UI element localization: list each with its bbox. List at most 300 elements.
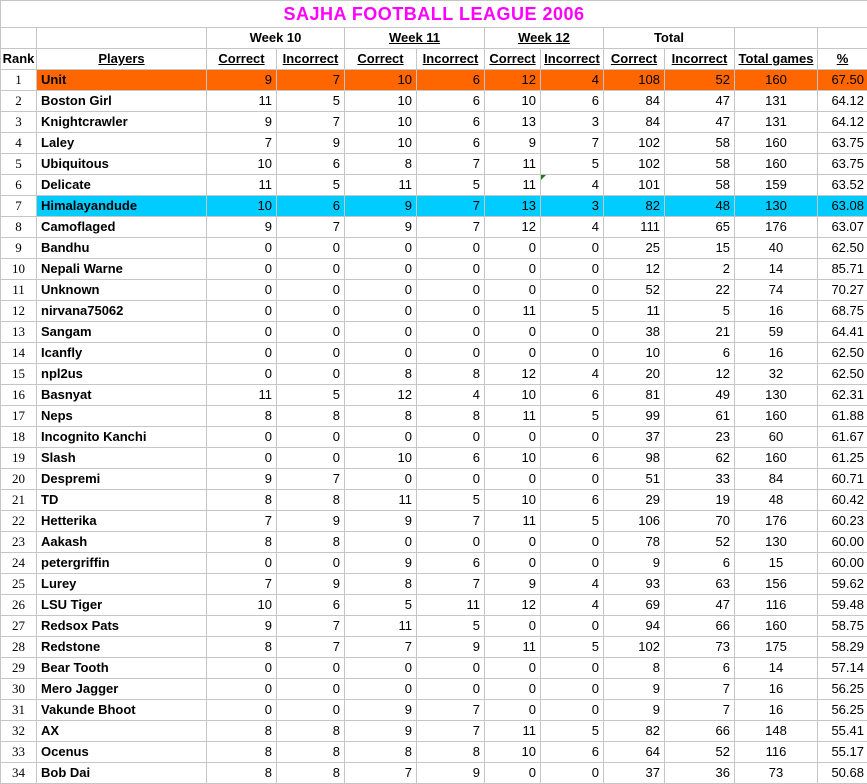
cell-week11-incorrect[interactable]: 8 <box>417 742 485 763</box>
cell-player[interactable]: Bear Tooth <box>37 658 207 679</box>
cell-percent[interactable]: 63.52 <box>818 175 867 196</box>
cell-week11-correct[interactable]: 8 <box>345 406 417 427</box>
cell-total-correct[interactable]: 82 <box>604 196 665 217</box>
cell-total-correct[interactable]: 29 <box>604 490 665 511</box>
cell-rank[interactable]: 14 <box>1 343 37 364</box>
cell-percent[interactable]: 64.41 <box>818 322 867 343</box>
cell-week11-incorrect[interactable]: 4 <box>417 385 485 406</box>
cell-total-games[interactable]: 60 <box>735 427 818 448</box>
cell-percent[interactable]: 63.75 <box>818 154 867 175</box>
cell-week10-correct[interactable]: 9 <box>207 217 277 238</box>
cell-week10-incorrect[interactable]: 8 <box>277 406 345 427</box>
cell-week10-correct[interactable]: 8 <box>207 742 277 763</box>
cell-week11-correct[interactable]: 0 <box>345 427 417 448</box>
cell-week11-correct[interactable]: 11 <box>345 490 417 511</box>
cell-player[interactable]: Hetterika <box>37 511 207 532</box>
cell-week11-correct[interactable]: 0 <box>345 322 417 343</box>
cell-total-games[interactable]: 130 <box>735 196 818 217</box>
cell-week12-correct[interactable]: 13 <box>485 112 541 133</box>
cell-week12-incorrect[interactable]: 4 <box>541 175 604 196</box>
cell-total-correct[interactable]: 82 <box>604 721 665 742</box>
cell-week12-incorrect[interactable]: 4 <box>541 364 604 385</box>
cell-player[interactable]: Redsox Pats <box>37 616 207 637</box>
cell-rank[interactable]: 19 <box>1 448 37 469</box>
cell-total-games[interactable]: 160 <box>735 133 818 154</box>
cell-week10-incorrect[interactable]: 8 <box>277 490 345 511</box>
cell-total-incorrect[interactable]: 58 <box>665 154 735 175</box>
cell-percent[interactable]: 58.75 <box>818 616 867 637</box>
cell-week11-correct[interactable]: 0 <box>345 238 417 259</box>
header-total-incorrect[interactable]: Incorrect <box>665 49 735 70</box>
cell-week10-correct[interactable]: 11 <box>207 385 277 406</box>
cell-week12-correct[interactable]: 9 <box>485 133 541 154</box>
cell-week11-correct[interactable]: 10 <box>345 133 417 154</box>
cell-percent[interactable]: 63.08 <box>818 196 867 217</box>
cell-total-correct[interactable]: 10 <box>604 343 665 364</box>
cell-week11-incorrect[interactable]: 6 <box>417 70 485 91</box>
cell-week11-correct[interactable]: 8 <box>345 574 417 595</box>
cell-week10-incorrect[interactable]: 9 <box>277 574 345 595</box>
cell-total-games[interactable]: 130 <box>735 532 818 553</box>
cell-week11-correct[interactable]: 0 <box>345 469 417 490</box>
cell-week11-incorrect[interactable]: 5 <box>417 490 485 511</box>
cell-total-games[interactable]: 116 <box>735 595 818 616</box>
cell-week11-incorrect[interactable]: 0 <box>417 322 485 343</box>
cell-week12-correct[interactable]: 11 <box>485 406 541 427</box>
cell-total-correct[interactable]: 98 <box>604 448 665 469</box>
cell-rank[interactable]: 2 <box>1 91 37 112</box>
cell-total-incorrect[interactable]: 21 <box>665 322 735 343</box>
cell-week11-incorrect[interactable]: 6 <box>417 112 485 133</box>
cell-rank[interactable]: 25 <box>1 574 37 595</box>
cell-rank[interactable]: 10 <box>1 259 37 280</box>
cell-percent[interactable]: 62.50 <box>818 238 867 259</box>
cell-percent[interactable]: 62.31 <box>818 385 867 406</box>
cell-total-games[interactable]: 14 <box>735 658 818 679</box>
cell-percent[interactable]: 55.41 <box>818 721 867 742</box>
cell-week11-correct[interactable]: 10 <box>345 112 417 133</box>
cell-rank[interactable]: 11 <box>1 280 37 301</box>
cell-week11-correct[interactable]: 11 <box>345 175 417 196</box>
cell-week12-correct[interactable]: 10 <box>485 385 541 406</box>
cell-week10-incorrect[interactable]: 9 <box>277 133 345 154</box>
cell-player[interactable]: Ubiquitous <box>37 154 207 175</box>
cell-percent[interactable]: 62.50 <box>818 364 867 385</box>
cell-rank[interactable]: 8 <box>1 217 37 238</box>
cell-week11-incorrect[interactable]: 8 <box>417 364 485 385</box>
cell-week11-incorrect[interactable]: 7 <box>417 700 485 721</box>
cell-week10-incorrect[interactable]: 0 <box>277 427 345 448</box>
cell-percent[interactable]: 63.07 <box>818 217 867 238</box>
cell-total-games[interactable]: 131 <box>735 112 818 133</box>
cell-week11-correct[interactable]: 9 <box>345 721 417 742</box>
cell-week10-incorrect[interactable]: 0 <box>277 658 345 679</box>
cell-week12-correct[interactable]: 0 <box>485 322 541 343</box>
cell-week12-correct[interactable]: 11 <box>485 154 541 175</box>
cell-week11-incorrect[interactable]: 0 <box>417 343 485 364</box>
cell-week10-incorrect[interactable]: 0 <box>277 238 345 259</box>
cell-week12-correct[interactable]: 12 <box>485 364 541 385</box>
cell-rank[interactable]: 7 <box>1 196 37 217</box>
cell-week11-incorrect[interactable]: 0 <box>417 658 485 679</box>
cell-total-games[interactable]: 160 <box>735 616 818 637</box>
cell-total-correct[interactable]: 64 <box>604 742 665 763</box>
cell-week11-correct[interactable]: 7 <box>345 763 417 784</box>
cell-week12-incorrect[interactable]: 3 <box>541 196 604 217</box>
header-week11-incorrect[interactable]: Incorrect <box>417 49 485 70</box>
cell-rank[interactable]: 33 <box>1 742 37 763</box>
cell-week10-correct[interactable]: 0 <box>207 238 277 259</box>
cell-week11-correct[interactable]: 10 <box>345 91 417 112</box>
cell-week10-incorrect[interactable]: 8 <box>277 763 345 784</box>
cell-week10-correct[interactable]: 10 <box>207 154 277 175</box>
cell-week10-correct[interactable]: 9 <box>207 469 277 490</box>
cell-player[interactable]: LSU Tiger <box>37 595 207 616</box>
cell-week12-correct[interactable]: 0 <box>485 700 541 721</box>
cell-week11-correct[interactable]: 11 <box>345 616 417 637</box>
cell-total-incorrect[interactable]: 6 <box>665 553 735 574</box>
cell-week12-incorrect[interactable]: 5 <box>541 406 604 427</box>
cell-total-incorrect[interactable]: 66 <box>665 721 735 742</box>
cell-percent[interactable]: 67.50 <box>818 70 867 91</box>
cell-week10-correct[interactable]: 9 <box>207 616 277 637</box>
cell-total-correct[interactable]: 102 <box>604 154 665 175</box>
cell-week10-incorrect[interactable]: 0 <box>277 364 345 385</box>
cell-total-incorrect[interactable]: 52 <box>665 742 735 763</box>
cell-week10-correct[interactable]: 0 <box>207 280 277 301</box>
cell-week12-incorrect[interactable]: 4 <box>541 574 604 595</box>
cell-player[interactable]: Aakash <box>37 532 207 553</box>
cell-total-correct[interactable]: 84 <box>604 91 665 112</box>
cell-total-games[interactable]: 160 <box>735 70 818 91</box>
cell-week10-incorrect[interactable]: 8 <box>277 532 345 553</box>
cell-week12-incorrect[interactable]: 6 <box>541 490 604 511</box>
cell-week10-incorrect[interactable]: 5 <box>277 385 345 406</box>
cell-total-games[interactable]: 16 <box>735 343 818 364</box>
cell-week10-incorrect[interactable]: 7 <box>277 217 345 238</box>
cell-total-games[interactable]: 16 <box>735 679 818 700</box>
cell-rank[interactable]: 12 <box>1 301 37 322</box>
cell-week11-correct[interactable]: 0 <box>345 679 417 700</box>
cell-week12-incorrect[interactable]: 6 <box>541 448 604 469</box>
cell-percent[interactable]: 60.00 <box>818 532 867 553</box>
cell-week12-correct[interactable]: 10 <box>485 91 541 112</box>
cell-week10-correct[interactable]: 9 <box>207 70 277 91</box>
cell-week12-correct[interactable]: 0 <box>485 553 541 574</box>
cell-total-games[interactable]: 160 <box>735 154 818 175</box>
group-header-week11[interactable]: Week 11 <box>345 28 485 49</box>
cell-week11-correct[interactable]: 12 <box>345 385 417 406</box>
cell-week10-correct[interactable]: 0 <box>207 301 277 322</box>
cell-week12-correct[interactable]: 10 <box>485 448 541 469</box>
cell-total-games[interactable]: 131 <box>735 91 818 112</box>
cell-week12-correct[interactable]: 13 <box>485 196 541 217</box>
cell-week11-incorrect[interactable]: 9 <box>417 637 485 658</box>
cell-week12-incorrect[interactable]: 4 <box>541 595 604 616</box>
cell-percent[interactable]: 56.25 <box>818 679 867 700</box>
cell-total-correct[interactable]: 69 <box>604 595 665 616</box>
cell-week12-correct[interactable]: 0 <box>485 658 541 679</box>
cell-percent[interactable]: 60.71 <box>818 469 867 490</box>
cell-rank[interactable]: 28 <box>1 637 37 658</box>
cell-week10-incorrect[interactable]: 6 <box>277 196 345 217</box>
cell-week12-correct[interactable]: 0 <box>485 469 541 490</box>
cell-player[interactable]: Camoflaged <box>37 217 207 238</box>
header-total-games[interactable]: Total games <box>735 49 818 70</box>
cell-total-correct[interactable]: 51 <box>604 469 665 490</box>
cell-total-games[interactable]: 159 <box>735 175 818 196</box>
cell-week11-incorrect[interactable]: 0 <box>417 427 485 448</box>
cell-week11-incorrect[interactable]: 6 <box>417 91 485 112</box>
cell-week12-incorrect[interactable]: 0 <box>541 763 604 784</box>
cell-week12-correct[interactable]: 0 <box>485 280 541 301</box>
cell-week12-incorrect[interactable]: 0 <box>541 322 604 343</box>
cell-rank[interactable]: 34 <box>1 763 37 784</box>
cell-rank[interactable]: 32 <box>1 721 37 742</box>
cell-week11-correct[interactable]: 9 <box>345 511 417 532</box>
cell-percent[interactable]: 58.29 <box>818 637 867 658</box>
cell-rank[interactable]: 6 <box>1 175 37 196</box>
cell-total-games[interactable]: 175 <box>735 637 818 658</box>
cell-week12-incorrect[interactable]: 0 <box>541 280 604 301</box>
header-week11-correct[interactable]: Correct <box>345 49 417 70</box>
cell-total-correct[interactable]: 9 <box>604 700 665 721</box>
cell-percent[interactable]: 56.25 <box>818 700 867 721</box>
cell-week11-incorrect[interactable]: 8 <box>417 406 485 427</box>
cell-total-incorrect[interactable]: 6 <box>665 658 735 679</box>
header-week12-correct[interactable]: Correct <box>485 49 541 70</box>
cell-total-correct[interactable]: 93 <box>604 574 665 595</box>
cell-total-incorrect[interactable]: 62 <box>665 448 735 469</box>
cell-total-games[interactable]: 48 <box>735 490 818 511</box>
cell-week10-incorrect[interactable]: 7 <box>277 70 345 91</box>
cell-week10-correct[interactable]: 8 <box>207 721 277 742</box>
cell-week12-incorrect[interactable]: 5 <box>541 637 604 658</box>
cell-player[interactable]: Neps <box>37 406 207 427</box>
cell-percent[interactable]: 64.12 <box>818 91 867 112</box>
cell-percent[interactable]: 64.12 <box>818 112 867 133</box>
cell-total-correct[interactable]: 38 <box>604 322 665 343</box>
cell-week12-incorrect[interactable]: 0 <box>541 616 604 637</box>
cell-week12-incorrect[interactable]: 4 <box>541 70 604 91</box>
cell-week12-correct[interactable]: 0 <box>485 343 541 364</box>
cell-player[interactable]: Knightcrawler <box>37 112 207 133</box>
cell-week10-incorrect[interactable]: 7 <box>277 616 345 637</box>
cell-percent[interactable]: 59.62 <box>818 574 867 595</box>
cell-week12-incorrect[interactable]: 5 <box>541 511 604 532</box>
cell-total-correct[interactable]: 99 <box>604 406 665 427</box>
cell-total-incorrect[interactable]: 22 <box>665 280 735 301</box>
cell-week12-correct[interactable]: 9 <box>485 574 541 595</box>
group-header-blank-percent[interactable] <box>818 28 867 49</box>
cell-total-incorrect[interactable]: 15 <box>665 238 735 259</box>
cell-total-games[interactable]: 176 <box>735 511 818 532</box>
cell-week10-incorrect[interactable]: 0 <box>277 700 345 721</box>
cell-week12-incorrect[interactable]: 0 <box>541 532 604 553</box>
cell-week10-incorrect[interactable]: 6 <box>277 154 345 175</box>
cell-total-games[interactable]: 148 <box>735 721 818 742</box>
cell-week12-incorrect[interactable]: 0 <box>541 658 604 679</box>
cell-week12-incorrect[interactable]: 7 <box>541 133 604 154</box>
cell-player[interactable]: Delicate <box>37 175 207 196</box>
cell-percent[interactable]: 61.67 <box>818 427 867 448</box>
cell-week10-correct[interactable]: 9 <box>207 112 277 133</box>
cell-week12-incorrect[interactable]: 0 <box>541 238 604 259</box>
cell-rank[interactable]: 27 <box>1 616 37 637</box>
cell-total-incorrect[interactable]: 7 <box>665 679 735 700</box>
cell-total-incorrect[interactable]: 52 <box>665 532 735 553</box>
cell-week10-correct[interactable]: 0 <box>207 658 277 679</box>
cell-week12-correct[interactable]: 0 <box>485 679 541 700</box>
cell-player[interactable]: npl2us <box>37 364 207 385</box>
cell-week10-incorrect[interactable]: 9 <box>277 511 345 532</box>
cell-week12-correct[interactable]: 0 <box>485 238 541 259</box>
cell-total-incorrect[interactable]: 7 <box>665 700 735 721</box>
cell-week12-correct[interactable]: 11 <box>485 721 541 742</box>
cell-player[interactable]: Bandhu <box>37 238 207 259</box>
cell-week10-incorrect[interactable]: 0 <box>277 553 345 574</box>
cell-week12-incorrect[interactable]: 0 <box>541 679 604 700</box>
cell-player[interactable]: nirvana75062 <box>37 301 207 322</box>
cell-player[interactable]: Boston Girl <box>37 91 207 112</box>
cell-week11-correct[interactable]: 8 <box>345 364 417 385</box>
cell-rank[interactable]: 26 <box>1 595 37 616</box>
cell-rank[interactable]: 16 <box>1 385 37 406</box>
cell-rank[interactable]: 21 <box>1 490 37 511</box>
cell-week11-incorrect[interactable]: 6 <box>417 448 485 469</box>
cell-total-games[interactable]: 74 <box>735 280 818 301</box>
cell-week11-incorrect[interactable]: 7 <box>417 511 485 532</box>
cell-week10-correct[interactable]: 10 <box>207 595 277 616</box>
cell-week11-correct[interactable]: 9 <box>345 553 417 574</box>
cell-week11-correct[interactable]: 10 <box>345 448 417 469</box>
cell-player[interactable]: Despremi <box>37 469 207 490</box>
cell-week12-incorrect[interactable]: 0 <box>541 469 604 490</box>
cell-week11-incorrect[interactable]: 9 <box>417 763 485 784</box>
cell-percent[interactable]: 60.00 <box>818 553 867 574</box>
cell-rank[interactable]: 1 <box>1 70 37 91</box>
group-header-blank-rank[interactable] <box>1 28 37 49</box>
cell-week11-correct[interactable]: 0 <box>345 259 417 280</box>
cell-player[interactable]: Slash <box>37 448 207 469</box>
cell-week10-correct[interactable]: 0 <box>207 364 277 385</box>
cell-week10-correct[interactable]: 0 <box>207 322 277 343</box>
cell-total-correct[interactable]: 84 <box>604 112 665 133</box>
cell-total-games[interactable]: 84 <box>735 469 818 490</box>
cell-total-games[interactable]: 156 <box>735 574 818 595</box>
cell-week11-correct[interactable]: 0 <box>345 343 417 364</box>
cell-percent[interactable]: 61.88 <box>818 406 867 427</box>
cell-rank[interactable]: 24 <box>1 553 37 574</box>
header-percent[interactable]: % <box>818 49 867 70</box>
cell-week11-incorrect[interactable]: 7 <box>417 217 485 238</box>
cell-player[interactable]: Unknown <box>37 280 207 301</box>
cell-week10-incorrect[interactable]: 0 <box>277 448 345 469</box>
cell-week11-correct[interactable]: 8 <box>345 154 417 175</box>
cell-week12-incorrect[interactable]: 0 <box>541 700 604 721</box>
cell-week10-correct[interactable]: 0 <box>207 259 277 280</box>
cell-week11-incorrect[interactable]: 5 <box>417 616 485 637</box>
cell-week10-correct[interactable]: 8 <box>207 763 277 784</box>
cell-total-correct[interactable]: 25 <box>604 238 665 259</box>
cell-week10-correct[interactable]: 8 <box>207 406 277 427</box>
cell-total-games[interactable]: 16 <box>735 301 818 322</box>
cell-week11-correct[interactable]: 0 <box>345 280 417 301</box>
cell-rank[interactable]: 20 <box>1 469 37 490</box>
cell-week12-incorrect[interactable]: 5 <box>541 154 604 175</box>
cell-total-correct[interactable]: 8 <box>604 658 665 679</box>
cell-rank[interactable]: 5 <box>1 154 37 175</box>
cell-week12-correct[interactable]: 11 <box>485 175 541 196</box>
cell-rank[interactable]: 4 <box>1 133 37 154</box>
cell-week11-incorrect[interactable]: 0 <box>417 301 485 322</box>
cell-week12-correct[interactable]: 0 <box>485 616 541 637</box>
cell-total-games[interactable]: 160 <box>735 448 818 469</box>
cell-total-incorrect[interactable]: 23 <box>665 427 735 448</box>
cell-player[interactable]: Laley <box>37 133 207 154</box>
cell-week10-correct[interactable]: 0 <box>207 448 277 469</box>
cell-week10-correct[interactable]: 0 <box>207 427 277 448</box>
cell-total-incorrect[interactable]: 63 <box>665 574 735 595</box>
cell-week11-incorrect[interactable]: 0 <box>417 280 485 301</box>
cell-percent[interactable]: 68.75 <box>818 301 867 322</box>
cell-week10-incorrect[interactable]: 7 <box>277 469 345 490</box>
cell-rank[interactable]: 18 <box>1 427 37 448</box>
cell-total-incorrect[interactable]: 33 <box>665 469 735 490</box>
cell-week10-correct[interactable]: 8 <box>207 490 277 511</box>
cell-total-correct[interactable]: 94 <box>604 616 665 637</box>
cell-total-games[interactable]: 59 <box>735 322 818 343</box>
cell-week11-correct[interactable]: 8 <box>345 742 417 763</box>
cell-percent[interactable]: 62.50 <box>818 343 867 364</box>
cell-total-correct[interactable]: 111 <box>604 217 665 238</box>
cell-total-incorrect[interactable]: 36 <box>665 763 735 784</box>
cell-rank[interactable]: 29 <box>1 658 37 679</box>
cell-percent[interactable]: 60.23 <box>818 511 867 532</box>
cell-week10-correct[interactable]: 10 <box>207 196 277 217</box>
cell-week12-correct[interactable]: 10 <box>485 742 541 763</box>
cell-percent[interactable]: 57.14 <box>818 658 867 679</box>
cell-week11-correct[interactable]: 9 <box>345 217 417 238</box>
cell-week10-incorrect[interactable]: 5 <box>277 175 345 196</box>
cell-total-correct[interactable]: 78 <box>604 532 665 553</box>
cell-week10-correct[interactable]: 11 <box>207 175 277 196</box>
cell-week12-correct[interactable]: 0 <box>485 427 541 448</box>
cell-total-incorrect[interactable]: 47 <box>665 91 735 112</box>
cell-week10-correct[interactable]: 8 <box>207 637 277 658</box>
cell-total-correct[interactable]: 9 <box>604 553 665 574</box>
cell-week11-incorrect[interactable]: 7 <box>417 154 485 175</box>
cell-week12-incorrect[interactable]: 3 <box>541 112 604 133</box>
cell-percent[interactable]: 60.42 <box>818 490 867 511</box>
cell-week10-correct[interactable]: 7 <box>207 511 277 532</box>
cell-player[interactable]: Lurey <box>37 574 207 595</box>
cell-week12-incorrect[interactable]: 0 <box>541 427 604 448</box>
cell-rank[interactable]: 3 <box>1 112 37 133</box>
cell-total-games[interactable]: 15 <box>735 553 818 574</box>
cell-player[interactable]: Bob Dai <box>37 763 207 784</box>
cell-total-correct[interactable]: 37 <box>604 427 665 448</box>
header-rank[interactable]: Rank <box>1 49 37 70</box>
cell-percent[interactable]: 59.48 <box>818 595 867 616</box>
cell-total-correct[interactable]: 11 <box>604 301 665 322</box>
cell-week10-correct[interactable]: 7 <box>207 574 277 595</box>
cell-week10-correct[interactable]: 7 <box>207 133 277 154</box>
cell-total-incorrect[interactable]: 6 <box>665 343 735 364</box>
cell-week12-correct[interactable]: 11 <box>485 511 541 532</box>
cell-week11-correct[interactable]: 0 <box>345 301 417 322</box>
cell-week10-incorrect[interactable]: 0 <box>277 322 345 343</box>
